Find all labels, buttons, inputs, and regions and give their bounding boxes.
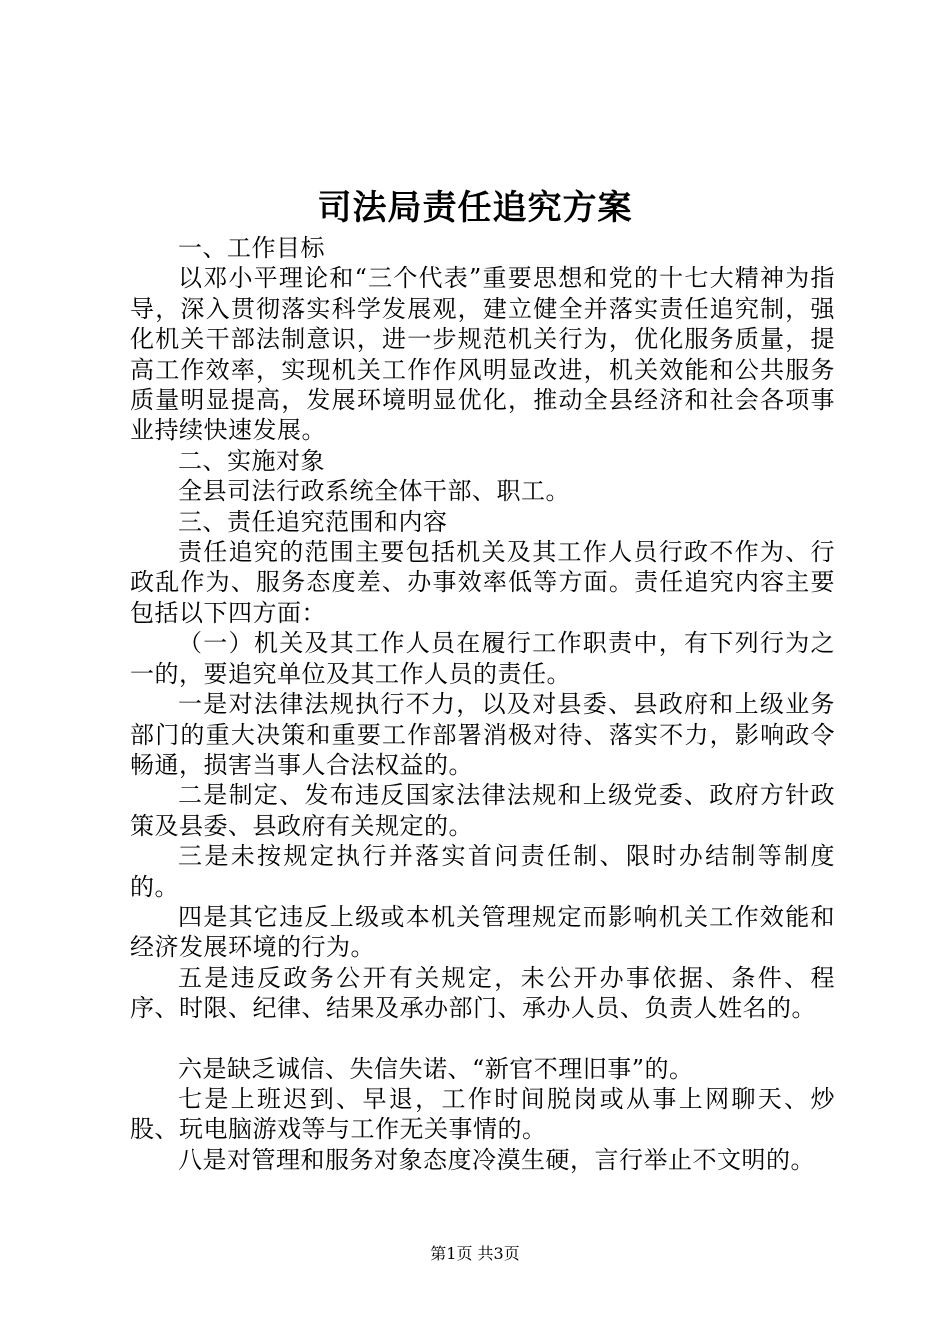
- subsection-one: （一）机关及其工作人员在履行工作职责中，有下列行为之一的，要追究单位及其工作人员的责任。: [130, 629, 835, 688]
- list-item-3: 三是未按规定执行并落实首问责任制、限时办结制等制度的。: [130, 842, 835, 901]
- paragraph-goals: 以邓小平理论和“三个代表”重要思想和党的十七大精神为指导，深入贯彻落实科学发展观，建立健全并落实责任追究制，强化机关干部法制意识，进一步规范机关行为，优化服务质量，提高工作效率，实现机关工作作风明显改进，机关效能和公共服务质量明显提高，发展环境明显优化，推动全县经济和社会各项事业持续快速发展。: [130, 264, 835, 445]
- paragraph-targets: 全县司法行政系统全体干部、职工。: [178, 477, 570, 506]
- list-item-2: 二是制定、发布违反国家法律法规和上级党委、政府方针政策及县委、县政府有关规定的。: [130, 781, 835, 840]
- document-body: [130, 233, 835, 1175]
- list-item-6: 六是缺乏诚信、失信失诺、“新官不理旧事”的。: [178, 1054, 694, 1083]
- paragraph-scope: 责任追究的范围主要包括机关及其工作人员行政不作为、行政乱作为、服务态度差、办事效率低等方面。责任追究内容主要包括以下四方面：: [130, 538, 835, 627]
- list-item-7: 七是上班迟到、早退，工作时间脱岗或从事上网聊天、炒股、玩电脑游戏等与工作无关事情的。: [130, 1084, 835, 1144]
- list-item-8: 八是对管理和服务对象态度冷漠生硬，言行举止不文明的。: [178, 1145, 815, 1174]
- section-heading-scope: 三、责任追究范围和内容: [178, 507, 448, 536]
- list-item-4: 四是其它违反上级或本机关管理规定而影响机关工作效能和经济发展环境的行为。: [130, 902, 835, 962]
- section-heading-targets: 二、实施对象: [178, 446, 325, 475]
- list-item-1: 一是对法律法规执行不力，以及对县委、县政府和上级业务部门的重大决策和重要工作部署消极对待、落实不力，影响政令畅通，损害当事人合法权益的。: [130, 690, 835, 779]
- page-footer: 第1页 共3页: [430, 1244, 520, 1263]
- list-item-5: 五是违反政务公开有关规定，未公开办事依据、条件、程序、时限、纪律、结果及承办部门、承办人员、负责人姓名的。: [130, 963, 835, 1023]
- section-heading-goals: 一、工作目标: [178, 234, 325, 262]
- document-title: 司法局责任追究方案: [317, 188, 633, 228]
